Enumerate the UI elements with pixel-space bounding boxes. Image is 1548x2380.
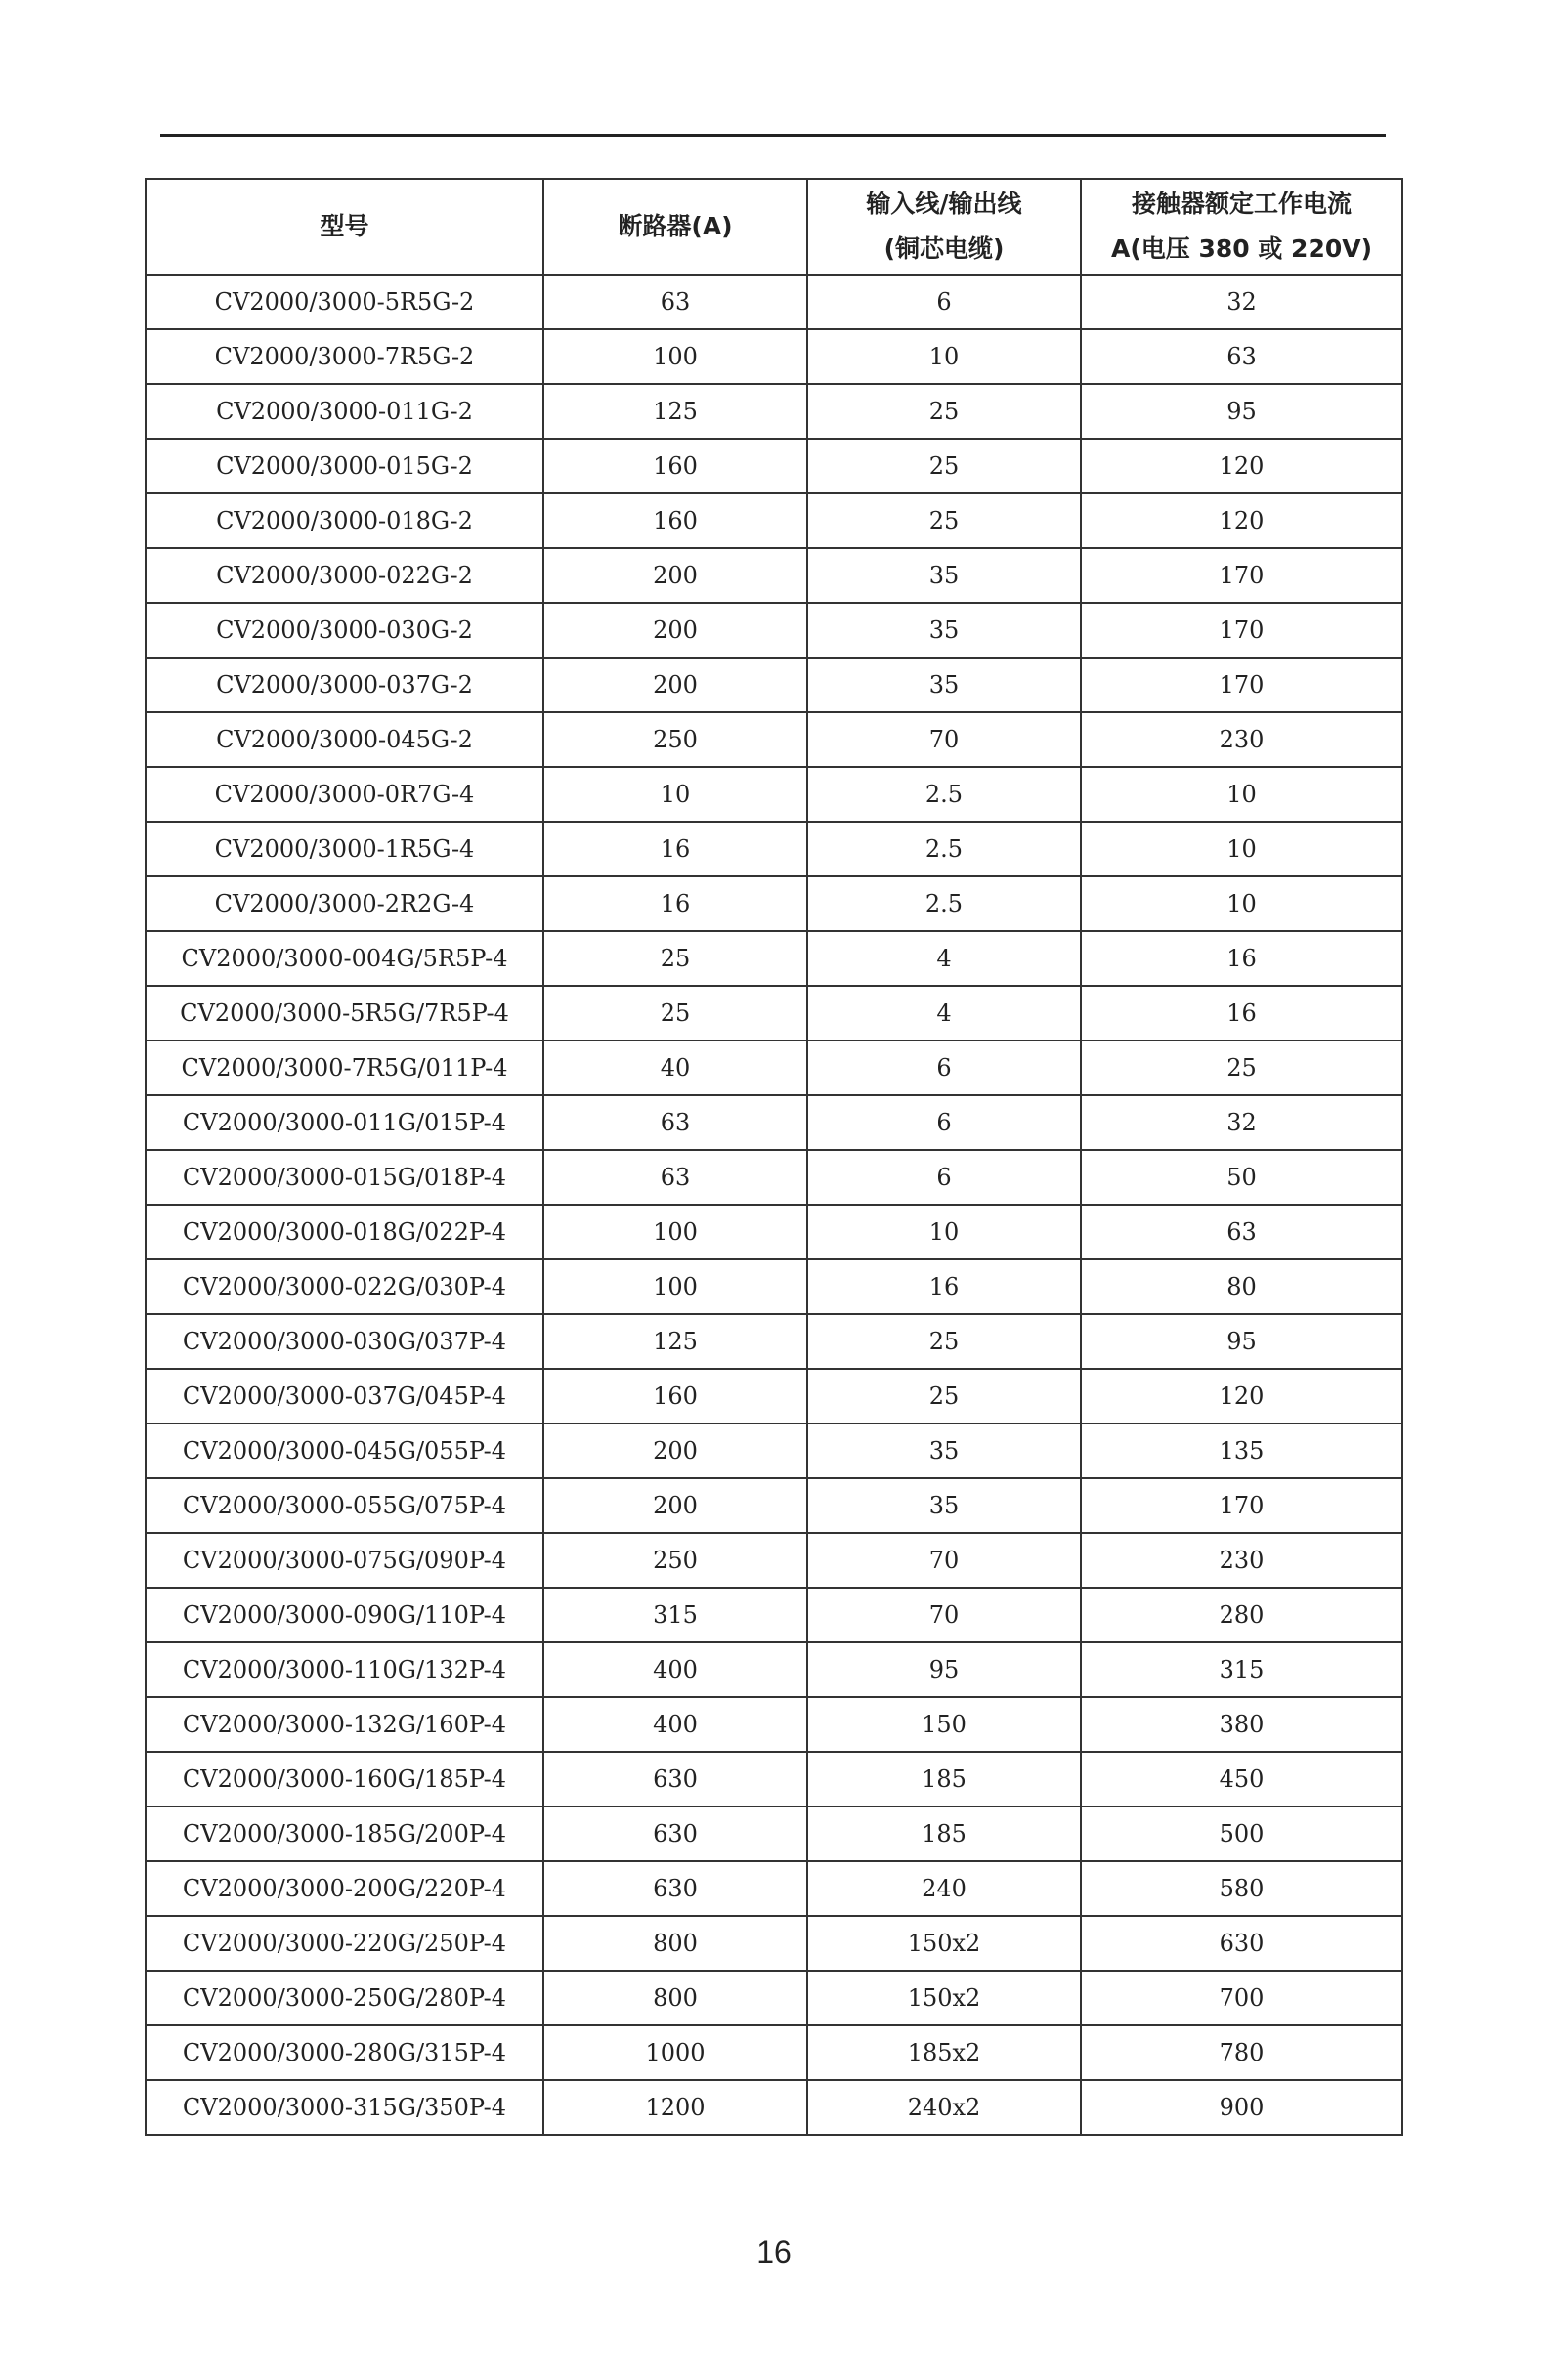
cell-breaker: 16 <box>543 876 807 931</box>
cell-breaker: 10 <box>543 767 807 822</box>
cell-contactor: 230 <box>1081 1533 1402 1588</box>
cell-cable: 6 <box>807 275 1081 329</box>
table-row <box>146 712 1402 767</box>
cell-cable: 70 <box>807 1588 1081 1642</box>
cell-contactor: 170 <box>1081 658 1402 712</box>
table-row <box>146 1478 1402 1533</box>
cell-contactor: 170 <box>1081 548 1402 603</box>
cell-cable: 95 <box>807 1642 1081 1697</box>
table-row <box>146 1369 1402 1424</box>
cell-contactor: 95 <box>1081 1314 1402 1369</box>
cell-cable: 35 <box>807 658 1081 712</box>
cell-contactor: 10 <box>1081 876 1402 931</box>
cell-cable: 16 <box>807 1259 1081 1314</box>
table-row <box>146 439 1402 493</box>
cell-cable: 2.5 <box>807 767 1081 822</box>
cell-cable: 150x2 <box>807 1916 1081 1971</box>
cell-cable: 150x2 <box>807 1971 1081 2025</box>
cell-breaker: 200 <box>543 1478 807 1533</box>
cell-contactor: 80 <box>1081 1259 1402 1314</box>
cell-cable: 35 <box>807 1424 1081 1478</box>
cell-model: CV2000/3000-220G/250P-4 <box>146 1916 543 1971</box>
cell-contactor: 500 <box>1081 1806 1402 1861</box>
cell-cable: 6 <box>807 1095 1081 1150</box>
table-row <box>146 767 1402 822</box>
cell-model: CV2000/3000-2R2G-4 <box>146 876 543 931</box>
cell-breaker: 40 <box>543 1041 807 1095</box>
cell-breaker: 25 <box>543 986 807 1041</box>
table-row <box>146 1424 1402 1478</box>
cell-breaker: 315 <box>543 1588 807 1642</box>
cell-breaker: 100 <box>543 1205 807 1259</box>
cell-cable: 25 <box>807 1314 1081 1369</box>
cell-breaker: 100 <box>543 1259 807 1314</box>
baidu-jingyan-watermark <box>1095 2146 1466 2292</box>
page-number: 16 <box>756 2234 792 2270</box>
table-row <box>146 1916 1402 1971</box>
cell-breaker: 125 <box>543 1314 807 1369</box>
cell-breaker: 160 <box>543 493 807 548</box>
table-row <box>146 876 1402 931</box>
cell-contactor: 25 <box>1081 1041 1402 1095</box>
cell-breaker: 25 <box>543 931 807 986</box>
table-row <box>146 1533 1402 1588</box>
cell-model: CV2000/3000-055G/075P-4 <box>146 1478 543 1533</box>
cell-cable: 4 <box>807 931 1081 986</box>
cell-model: CV2000/3000-0R7G-4 <box>146 767 543 822</box>
cell-model: CV2000/3000-200G/220P-4 <box>146 1861 543 1916</box>
cell-contactor: 450 <box>1081 1752 1402 1806</box>
cell-contactor: 580 <box>1081 1861 1402 1916</box>
cell-model: CV2000/3000-7R5G-2 <box>146 329 543 384</box>
cell-cable: 185x2 <box>807 2025 1081 2080</box>
table-header-row <box>146 179 1402 275</box>
table-row <box>146 658 1402 712</box>
header-contactor-label-line2: A(电压 380 或 220V) <box>1110 234 1373 263</box>
cell-model: CV2000/3000-022G/030P-4 <box>146 1259 543 1314</box>
header-breaker <box>543 179 807 275</box>
cell-contactor: 120 <box>1081 439 1402 493</box>
table-row <box>146 1588 1402 1642</box>
table-header <box>146 179 1402 275</box>
cell-cable: 35 <box>807 1478 1081 1533</box>
cell-breaker: 1000 <box>543 2025 807 2080</box>
table-row <box>146 548 1402 603</box>
cell-breaker: 63 <box>543 275 807 329</box>
table-body <box>146 275 1402 2135</box>
cell-contactor: 900 <box>1081 2080 1402 2135</box>
table-row <box>146 1041 1402 1095</box>
cell-cable: 70 <box>807 712 1081 767</box>
cell-cable: 4 <box>807 986 1081 1041</box>
cell-contactor: 16 <box>1081 986 1402 1041</box>
cell-contactor: 135 <box>1081 1424 1402 1478</box>
cell-contactor: 10 <box>1081 822 1402 876</box>
cell-model: CV2000/3000-015G-2 <box>146 439 543 493</box>
cell-model: CV2000/3000-037G-2 <box>146 658 543 712</box>
header-model-label: 型号 <box>320 212 369 240</box>
cell-breaker: 63 <box>543 1150 807 1205</box>
cell-breaker: 800 <box>543 1971 807 2025</box>
cell-breaker: 630 <box>543 1806 807 1861</box>
cell-breaker: 800 <box>543 1916 807 1971</box>
cell-breaker: 630 <box>543 1861 807 1916</box>
header-cable-label-line2: (铜芯电缆) <box>883 234 1005 263</box>
table-row <box>146 1205 1402 1259</box>
cell-breaker: 200 <box>543 1424 807 1478</box>
cell-contactor: 170 <box>1081 603 1402 658</box>
cell-cable: 35 <box>807 548 1081 603</box>
table-row <box>146 1095 1402 1150</box>
cell-model: CV2000/3000-132G/160P-4 <box>146 1697 543 1752</box>
table-row <box>146 1806 1402 1861</box>
cell-contactor: 380 <box>1081 1697 1402 1752</box>
cell-contactor: 700 <box>1081 1971 1402 2025</box>
header-rule <box>160 134 1386 137</box>
cell-model: CV2000/3000-5R5G/7R5P-4 <box>146 986 543 1041</box>
cell-model: CV2000/3000-110G/132P-4 <box>146 1642 543 1697</box>
header-cable <box>807 179 1081 275</box>
cell-model: CV2000/3000-030G-2 <box>146 603 543 658</box>
cell-contactor: 10 <box>1081 767 1402 822</box>
table-row <box>146 275 1402 329</box>
cell-breaker: 16 <box>543 822 807 876</box>
cell-contactor: 32 <box>1081 275 1402 329</box>
cell-cable: 35 <box>807 603 1081 658</box>
cell-model: CV2000/3000-250G/280P-4 <box>146 1971 543 2025</box>
table-row <box>146 931 1402 986</box>
table-row <box>146 2080 1402 2135</box>
cell-cable: 70 <box>807 1533 1081 1588</box>
cell-contactor: 120 <box>1081 1369 1402 1424</box>
cell-breaker: 100 <box>543 329 807 384</box>
cell-cable: 10 <box>807 329 1081 384</box>
cell-model: CV2000/3000-022G-2 <box>146 548 543 603</box>
cell-contactor: 780 <box>1081 2025 1402 2080</box>
cell-model: CV2000/3000-280G/315P-4 <box>146 2025 543 2080</box>
cell-breaker: 160 <box>543 439 807 493</box>
cell-cable: 25 <box>807 439 1081 493</box>
cell-model: CV2000/3000-185G/200P-4 <box>146 1806 543 1861</box>
cell-contactor: 280 <box>1081 1588 1402 1642</box>
table-row <box>146 1752 1402 1806</box>
header-cable-label-line1: 输入线/输出线 <box>866 190 1022 218</box>
cell-cable: 25 <box>807 493 1081 548</box>
cell-cable: 185 <box>807 1752 1081 1806</box>
cell-model: CV2000/3000-018G-2 <box>146 493 543 548</box>
cell-contactor: 50 <box>1081 1150 1402 1205</box>
cell-model: CV2000/3000-015G/018P-4 <box>146 1150 543 1205</box>
table-row <box>146 384 1402 439</box>
cell-cable: 25 <box>807 384 1081 439</box>
cell-cable: 240 <box>807 1861 1081 1916</box>
header-contactor-label-line1: 接触器额定工作电流 <box>1131 190 1352 218</box>
cell-cable: 185 <box>807 1806 1081 1861</box>
cell-model: CV2000/3000-011G/015P-4 <box>146 1095 543 1150</box>
cell-breaker: 125 <box>543 384 807 439</box>
cell-breaker: 400 <box>543 1697 807 1752</box>
cell-model: CV2000/3000-160G/185P-4 <box>146 1752 543 1806</box>
table-row <box>146 1861 1402 1916</box>
cell-contactor: 170 <box>1081 1478 1402 1533</box>
table-row <box>146 493 1402 548</box>
table-row <box>146 822 1402 876</box>
cell-cable: 10 <box>807 1205 1081 1259</box>
cell-model: CV2000/3000-018G/022P-4 <box>146 1205 543 1259</box>
cell-model: CV2000/3000-075G/090P-4 <box>146 1533 543 1588</box>
cell-breaker: 250 <box>543 712 807 767</box>
cell-breaker: 160 <box>543 1369 807 1424</box>
cell-cable: 6 <box>807 1041 1081 1095</box>
header-model <box>146 179 543 275</box>
table-row <box>146 329 1402 384</box>
cell-breaker: 400 <box>543 1642 807 1697</box>
cell-contactor: 16 <box>1081 931 1402 986</box>
cell-contactor: 630 <box>1081 1916 1402 1971</box>
table-row <box>146 1150 1402 1205</box>
spec-table <box>145 178 1403 2136</box>
cell-contactor: 32 <box>1081 1095 1402 1150</box>
cell-contactor: 120 <box>1081 493 1402 548</box>
table-row <box>146 1642 1402 1697</box>
header-contactor <box>1081 179 1402 275</box>
cell-model: CV2000/3000-315G/350P-4 <box>146 2080 543 2135</box>
cell-cable: 150 <box>807 1697 1081 1752</box>
cell-cable: 2.5 <box>807 876 1081 931</box>
cell-cable: 2.5 <box>807 822 1081 876</box>
cell-contactor: 63 <box>1081 329 1402 384</box>
cell-model: CV2000/3000-030G/037P-4 <box>146 1314 543 1369</box>
table-row <box>146 986 1402 1041</box>
table-row <box>146 1259 1402 1314</box>
cell-breaker: 250 <box>543 1533 807 1588</box>
cell-model: CV2000/3000-5R5G-2 <box>146 275 543 329</box>
cell-cable: 25 <box>807 1369 1081 1424</box>
cell-contactor: 63 <box>1081 1205 1402 1259</box>
cell-model: CV2000/3000-045G/055P-4 <box>146 1424 543 1478</box>
cell-contactor: 230 <box>1081 712 1402 767</box>
cell-breaker: 200 <box>543 548 807 603</box>
cell-breaker: 1200 <box>543 2080 807 2135</box>
table-row <box>146 603 1402 658</box>
cell-breaker: 200 <box>543 658 807 712</box>
cell-cable: 240x2 <box>807 2080 1081 2135</box>
cell-model: CV2000/3000-037G/045P-4 <box>146 1369 543 1424</box>
cell-contactor: 95 <box>1081 384 1402 439</box>
cell-cable: 6 <box>807 1150 1081 1205</box>
cell-model: CV2000/3000-7R5G/011P-4 <box>146 1041 543 1095</box>
table-row <box>146 1697 1402 1752</box>
cell-breaker: 630 <box>543 1752 807 1806</box>
cell-contactor: 315 <box>1081 1642 1402 1697</box>
cell-model: CV2000/3000-045G-2 <box>146 712 543 767</box>
cell-model: CV2000/3000-011G-2 <box>146 384 543 439</box>
table-row <box>146 1314 1402 1369</box>
table-row <box>146 2025 1402 2080</box>
cell-model: CV2000/3000-090G/110P-4 <box>146 1588 543 1642</box>
cell-model: CV2000/3000-1R5G-4 <box>146 822 543 876</box>
cell-breaker: 200 <box>543 603 807 658</box>
cell-breaker: 63 <box>543 1095 807 1150</box>
table-row <box>146 1971 1402 2025</box>
header-breaker-label: 断路器(A) <box>618 212 733 240</box>
cell-model: CV2000/3000-004G/5R5P-4 <box>146 931 543 986</box>
